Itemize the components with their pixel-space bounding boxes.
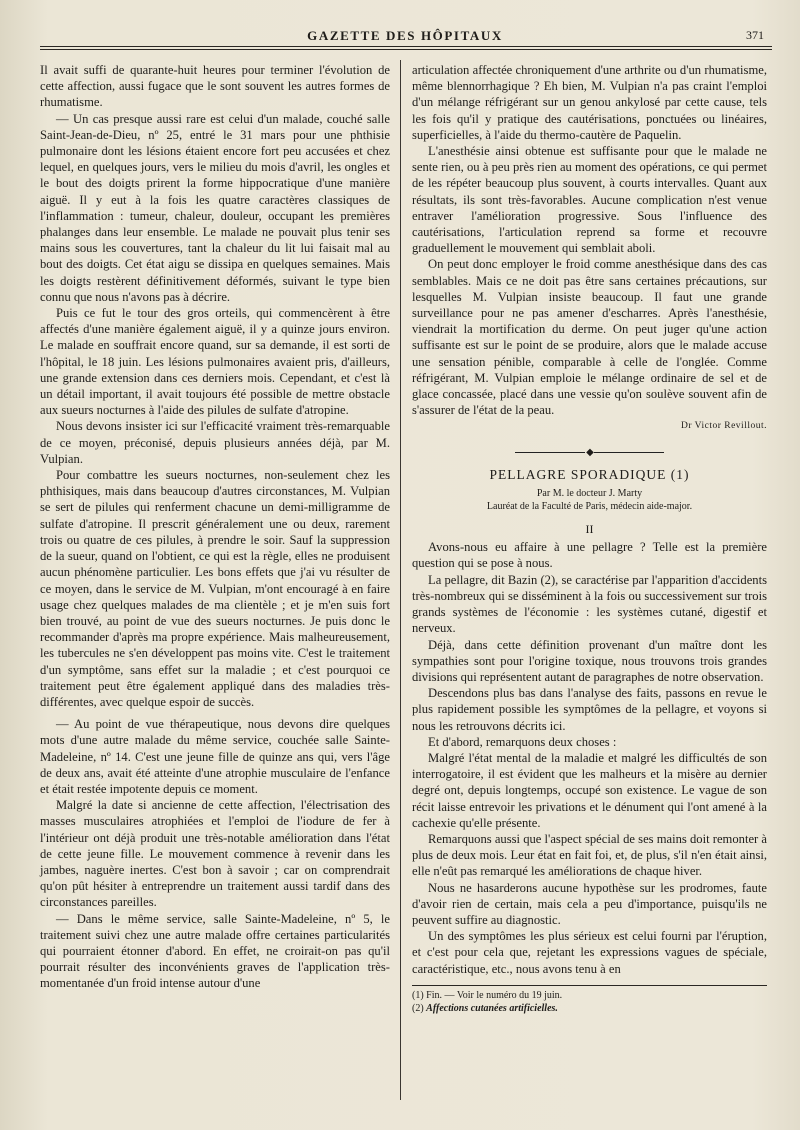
section-separator: ◆ <box>412 445 767 461</box>
paragraph: Descendons plus bas dans l'analyse des faits, passons en revue le plus rapidement possible les symptômes de la pellagre, et voyons si nous les retrouvons décrits ici. <box>412 686 767 733</box>
paragraph: Puis ce fut le tour des gros orteils, qui commencèrent à être affectés d'une manière également aiguë, il y a quinze jours environ. Le malade en souffrait encore quand, sur sa demande, il est sorti de l'hôpital, le 18 juin. Les lésions pulmonaires avaient pris, d'ailleurs, une grande extension dans ces derniers mois. Cependant, et c'est là un détail important, il avait toujours été possible de mettre obstacle aux sueurs nocturnes à l'aide des pilules de sulfate d'atropine. <box>40 306 390 418</box>
section-number: II <box>585 522 594 537</box>
author-signature: Dr Victor Revillout. <box>680 421 767 432</box>
paragraph: — Dans le même service, salle Sainte-Madeleine, nº 5, le traitement suivi chez une autre malade offre certaines particularités qui pourraient étonner d'abord. En effet, ne croirait-on pas qu'il pourrait résulter des inconvénients graves de l'application très-momentanée d'un froid intense autour d'une <box>40 911 390 991</box>
column-divider <box>400 60 401 1100</box>
footnote-2 <box>412 1002 767 1015</box>
paragraph: Un des symptômes les plus sérieux est celui fourni par l'éruption, et c'est pour cela que, rejetant les expressions vagues de spéciale, caractéristique, etc., nous avons tenu à en <box>412 929 767 976</box>
left-column <box>40 62 390 992</box>
paragraph: Malgré la date si ancienne de cette affection, l'électrisation des masses musculaires atrophiées et l'emploi de l'iodure de fer à l'intérieur ont déjà produit une très-notable amélioration dans l'état de cette jeune fille. Le mouvement commence à revenir dans les jambes, naguère inertes. C'est bon à savoir ; car on comprendrait qu'on pût hésiter à entreprendre un traitement aussi tardif dans des circonstances pareilles. <box>40 798 390 910</box>
paragraph: — Un cas presque aussi rare est celui d'un malade, couché salle Saint-Jean-de-Dieu, nº 25, entré le 31 mars pour une phthisie pulmonaire dont les lésions étaient encore fort peu accusées et chez lequel, en quelques jours, vers le milieu du mois d'avril, les ongles et le bout des doigts prirent la forme hippocratique d'une manière aiguë. Il y eut à la fois les quatre caractères classiques de l'inflammation : tumeur, chaleur, douleur, occupant les premières phalanges dans leur ensemble. Le malade ne pouvait plus tenir ses mains sous les couvertures, tant la chaleur du lit lui faisait mal au bout des doigts. Cet état aigu se dissipa en quelques semaines. Mais les doigts restèrent définitivement déformés, suivant le type bien connu que nous n'avons pas à décrire. <box>40 111 390 304</box>
paragraph: — Au point de vue thérapeutique, nous devons dire quelques mots d'une autre malade du même service, couchée salle Sainte-Madeleine, nº 14. C'est une jeune fille de quinze ans qui, vers l'âge de deux ans, avait été atteinte d'une atrophie musculaire de l'enfance et était restée impotente depuis ce moment. <box>40 717 390 796</box>
paragraph: Pour combattre les sueurs nocturnes, non-seulement chez les phthisiques, mais dans beaucoup d'autres circonstances, M. Vulpian se sert de pilules qui renferment chacune un demi-milligramme de sulfate d'atropine. Il prescrit généralement une ou deux, rarement trois ou quatre de ces pilules, à prendre le soir. Sauf la suppression de la sueur, quand on l'obtient, ce qui est la règle, elles ne produisent aucun phénomène particulier. Les bons effets que j'ai vu résulter de ce moyen, dans le service de M. Vulpian, m'ont encouragé à en faire usage chez quelques malades de ma clientèle ; et je m'en suis fort bien trouvé, au point de vue des sueurs nocturnes. Je puis donc le recommander d'après ma propre expérience. Mais malheureusement, les tubercules ne s'en développent pas moins vite. C'est le traitement d'un symptôme, sans effet sur la maladie ; et c'est pourquoi ce traitement peut être également appliqué dans des maladies très-différentes, avec quelque espoir de succès. <box>40 468 390 709</box>
page-number: 371 <box>746 28 764 42</box>
paragraph: Et d'abord, remarquons deux choses : <box>428 734 617 749</box>
paragraph: Il avait suffi de quarante-huit heures pour terminer l'évolution de cette affection, aussi fugace que le sont souvent les autres formes de rhumatisme. <box>40 63 390 110</box>
paragraph: L'anesthésie ainsi obtenue est suffisante pour que le malade ne sente rien, ou à peu près rien au moment des opérations, ce qui permet de les répéter beaucoup plus souvent, à courts intervalles. Quant aux résultats, ils sont très-favorables. Aucune complication n'est venue entraver l'amélioration progressive. Sous l'influence des cautérisations, l'articulation reprend sa forme et recouvre graduellement le mouvement qui semblait aboli. <box>412 144 767 256</box>
paragraph: Malgré l'état mental de la maladie et malgré les difficultés de son interrogatoire, il est évident que les malheurs et la misère au dernier degré ont, depuis longtemps, occupé son existence. Le vague de son récit laisse entrevoir les privations et le dénument qui l'ont amené à la cachexie qu'elle présente. <box>412 750 767 830</box>
paragraph: articulation affectée chroniquement d'une arthrite ou d'un rhumatisme, même blennorrhagique ? Eh bien, M. Vulpian n'a pas craint l'emploi d'un mélange réfrigérant sur un genou ankylosé par cette cause, tels les fois qu'il y pratique des cautérisations, ponctuées ou linéaires, superficielles, à l'aide du thermo-cautère de Paquelin. <box>412 63 767 142</box>
article-affiliation: Lauréat de la Faculté de Paris, médecin aide-major. <box>486 501 693 513</box>
footnote-1: (1) Fin. — Voir le numéro du 19 juin. <box>412 989 563 1001</box>
paragraph: Nous devons insister ici sur l'efficacité vraiment très-remarquable de ce moyen, préconisé, depuis plusieurs années déjà, par M. Vulpian. <box>40 419 390 466</box>
paragraph: Déjà, dans cette définition provenant d'un maître dont les sympathies sont pour l'origine toxique, nous trouvons trois grandes divisions qui représentent autant de paragraphes de notre observation. <box>412 637 767 684</box>
header-rule <box>40 46 772 50</box>
article-author: Par M. le docteur J. Marty <box>536 488 643 500</box>
paragraph: Avons-nous eu affaire à une pellagre ? Telle est la première question qui se pose à nous. <box>412 540 767 571</box>
paragraph: On peut donc employer le froid comme anesthésique dans des cas semblables. Mais ce ne doit pas être sans certaines précautions, sur lesquelles M. Vulpian insiste beaucoup. Il faut une grande surveillance pour ne pas amener d'escharres. Après l'anesthésie, viendrait la mortification du derme. On peut juger qu'une action suffisante est sur le point de se produire, alors que le malade accuse une sensation pénible, comparable à celle de l'onglée. Comme réfrigérant, M. Vulpian emploie le mélange ordinaire de sel et de glace concassée, placé dans une vessie qu'on soulève souvent afin de s'assurer de l'état de la peau. <box>412 257 767 418</box>
article-title: PELLAGRE SPORADIQUE (1) <box>489 466 690 482</box>
footnote-2-title: Affections cutanées artificielles. <box>426 1002 558 1014</box>
journal-title: GAZETTE DES HÔPITAUX <box>307 28 503 43</box>
footnote-2-number: (2) <box>412 1002 427 1014</box>
paragraph: La pellagre, dit Bazin (2), se caractérise par l'apparition d'accidents très-nombreux qui se disséminent à la fois ou successivement sur trois grands systèmes de l'économie : les systèmes cutané, digestif et nerveux. <box>412 572 767 636</box>
right-column <box>412 62 767 1015</box>
paragraph: Nous ne hasarderons aucune hypothèse sur les prodromes, faute d'avoir rien de certain, mais cela a peu d'importance, puisqu'ils ne peuvent suffire au diagnostic. <box>412 880 767 927</box>
footnotes <box>412 985 767 1015</box>
paragraph: Remarquons aussi que l'aspect spécial de ses mains doit remonter à plus de deux mois. Leur état en fait foi, et, de plus, s'il n'en était ainsi, elle n'eût pas remarqué les améliorations de chaque hiver. <box>412 831 767 879</box>
